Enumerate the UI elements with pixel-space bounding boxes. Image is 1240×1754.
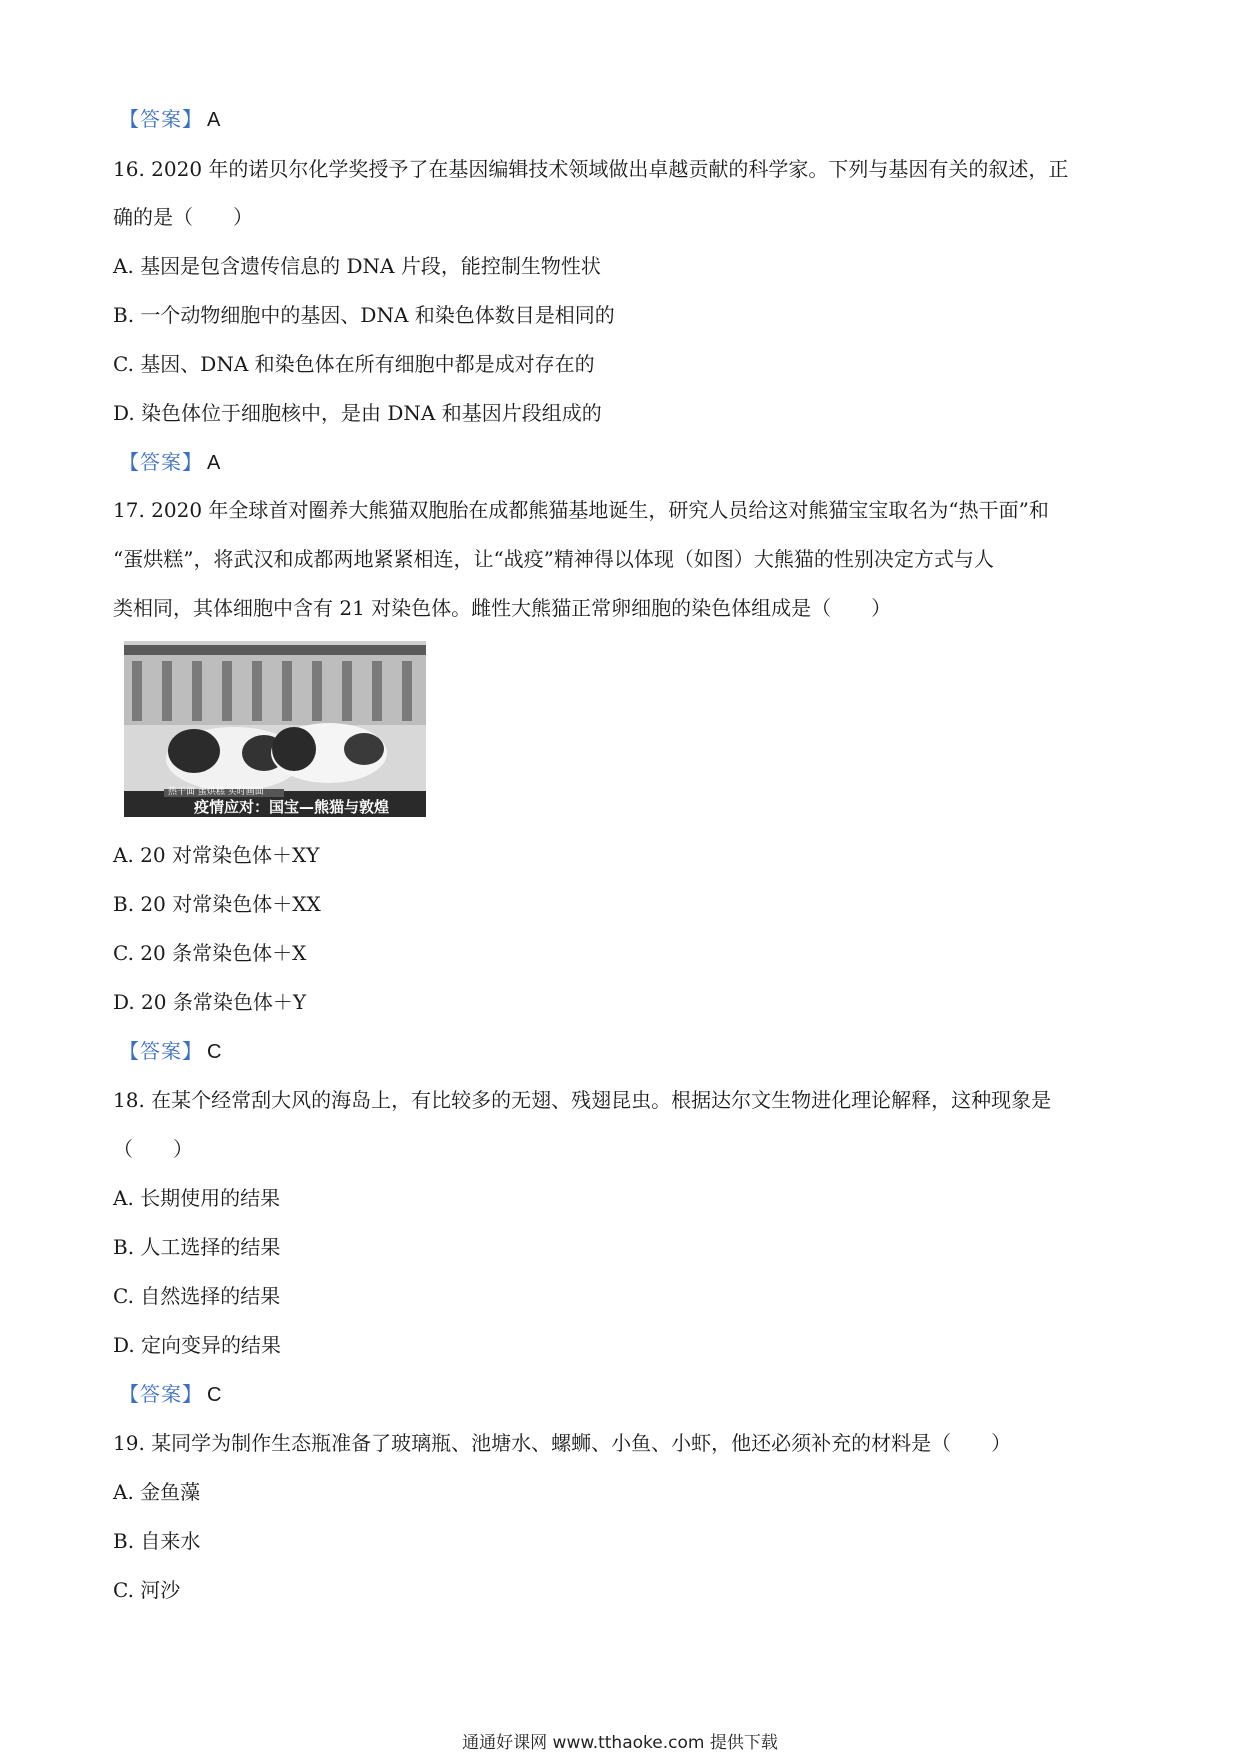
- q17-stem-line-2: “蛋烘糕”，将武汉和成都两地紧紧相连，让“战疫”精神得以体现（如图）大熊猫的性别决定方式与人: [113, 547, 994, 571]
- answer-value: C: [207, 1041, 222, 1063]
- q17-option-d: D. 20 条常染色体＋Y: [113, 990, 307, 1014]
- q16-stem-line-1: 16. 2020 年的诺贝尔化学奖授予了在基因编辑技术领域做出卓越贡献的科学家。下列与基因有关的叙述，正: [113, 157, 1069, 181]
- q19-option-c: C. 河沙: [113, 1578, 181, 1602]
- q19-option-b: B. 自来水: [113, 1529, 201, 1553]
- q18-option-b: B. 人工选择的结果: [113, 1235, 281, 1259]
- q18-option-d: D. 定向变异的结果: [113, 1333, 282, 1357]
- q19-stem-line-1: 19. 某同学为制作生态瓶准备了玻璃瓶、池塘水、螺蛳、小鱼、小虾，他还必须补充的材料是（ ）: [113, 1431, 1012, 1455]
- answer-value: A: [207, 452, 221, 474]
- q17-option-b: B. 20 对常染色体＋XX: [113, 892, 321, 916]
- q17-stem-line-1: 17. 2020 年全球首对圈养大熊猫双胞胎在成都熊猫基地诞生，研究人员给这对熊猫宝宝取名为“热干面”和: [113, 498, 1049, 522]
- q16-option-a: A. 基因是包含遗传信息的 DNA 片段，能控制生物性状: [113, 254, 601, 278]
- panda-twins-photo: [124, 641, 426, 817]
- q18-stem-line-1: 18. 在某个经常刮大风的海岛上，有比较多的无翅、残翅昆虫。根据达尔文生物进化理论解释，这种现象是: [113, 1088, 1052, 1112]
- answer-18: [119, 1380, 221, 1409]
- q19-option-a: A. 金鱼藻: [113, 1480, 201, 1504]
- q17-stem-line-3: 类相同，其体细胞中含有 21 对染色体。雌性大熊猫正常卵细胞的染色体组成是（ ）: [113, 596, 892, 620]
- answer-label: 【答案】: [119, 1382, 203, 1406]
- q17-option-c: C. 20 条常染色体＋X: [113, 941, 307, 965]
- answer-15: [119, 105, 220, 134]
- q16-option-d: D. 染色体位于细胞核中，是由 DNA 和基因片段组成的: [113, 401, 602, 425]
- q16-stem-line-2: 确的是（ ）: [113, 205, 253, 229]
- q18-option-c: C. 自然选择的结果: [113, 1284, 281, 1308]
- answer-label: 【答案】: [119, 450, 203, 474]
- q16-option-b: B. 一个动物细胞中的基因、DNA 和染色体数目是相同的: [113, 303, 615, 327]
- q17-option-a: A. 20 对常染色体＋XY: [113, 843, 320, 867]
- answer-value: A: [207, 109, 221, 131]
- page-footer: 通通好课网 www.tthaoke.com 提供下载: [462, 1733, 778, 1753]
- q18-option-a: A. 长期使用的结果: [113, 1186, 281, 1210]
- answer-17: [119, 1037, 221, 1066]
- answer-label: 【答案】: [119, 1039, 203, 1063]
- photo-caption: 疫情应对：国宝—熊猫与敦煌: [194, 798, 390, 816]
- photo-tag: 热干面 蛋烘糕 实时画面: [168, 787, 264, 797]
- answer-16: [119, 448, 220, 477]
- q16-option-c: C. 基因、DNA 和染色体在所有细胞中都是成对存在的: [113, 352, 595, 376]
- answer-label: 【答案】: [119, 107, 203, 131]
- q18-stem-line-2: （ ）: [113, 1137, 193, 1161]
- answer-value: C: [207, 1384, 222, 1406]
